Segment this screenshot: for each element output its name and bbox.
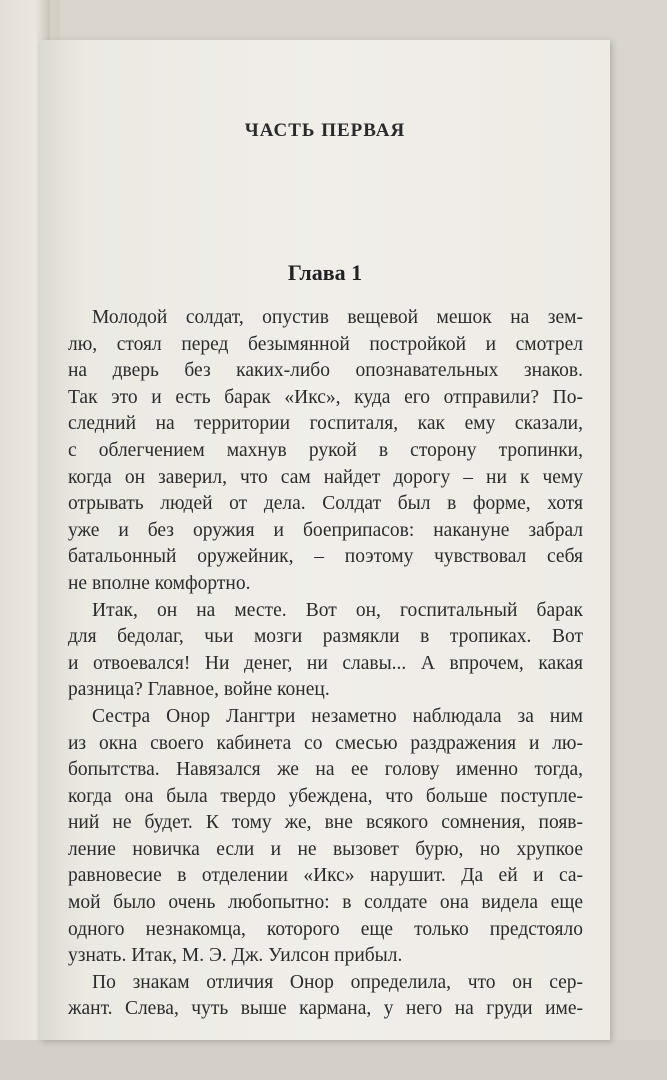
- text-line: когда он заверил, что сам найдет дорогу – ни к чему: [68, 466, 583, 488]
- text-line: на дверь без каких-либо опознавательных знаков.: [68, 360, 583, 382]
- text-line: отрывать людей от дела. Солдат был в форме, хотя: [68, 493, 583, 515]
- text-line: равновесие в отделении «Икс» нарушит. Да ей и са-: [68, 865, 583, 887]
- text-line: Итак, он на месте. Вот он, госпитальный барак: [92, 599, 583, 621]
- body-text: [68, 305, 583, 1023]
- text-line: Сестра Онор Лангтри незаметно наблюдала за ним: [92, 705, 583, 727]
- text-line: Молодой солдат, опустив вещевой мешок на зем-: [92, 307, 583, 328]
- background-bottom: [0, 1040, 667, 1080]
- text-line: и отвоевался! Ни денег, ни славы... А впрочем, какая: [68, 652, 583, 674]
- text-line: Так это и есть барак «Икс», куда его отправили? По-: [68, 386, 583, 408]
- text-line: когда она была твердо убеждена, что больше поступле-: [68, 785, 583, 807]
- text-line: По знакам отличия Онор определила, что он сер-: [92, 971, 583, 993]
- text-line: ление новичка если и не вызовет бурю, но хрупкое: [68, 838, 583, 860]
- text-line: батальонный оружейник, – поэтому чувствовал себя: [68, 546, 583, 568]
- text-line: из окна своего кабинета со смесью раздражения и лю-: [68, 732, 583, 754]
- text-line: одного незнакомца, которого еще только предстояло: [68, 918, 583, 940]
- book-page: [40, 40, 610, 1040]
- text-line: следний на территории госпиталя, как ему сказали,: [68, 413, 583, 435]
- text-line: жант. Слева, чуть выше кармана, у него на груди име-: [68, 998, 583, 1020]
- text-line: узнать. Итак, М. Э. Дж. Уилсон прибыл.: [68, 945, 403, 967]
- text-line: с облегчением махнув рукой в сторону тропинки,: [68, 439, 583, 461]
- part-title: ЧАСТЬ ПЕРВАЯ: [244, 120, 406, 141]
- text-line: не вполне комфортно.: [68, 572, 251, 594]
- text-line: бопытства. Навязался же на ее голову именно тогда,: [68, 759, 583, 781]
- chapter-title: Глава 1: [287, 260, 363, 285]
- text-line: разница? Главное, войне конец.: [68, 679, 330, 701]
- text-line: мой было очень любопытно: в солдате она видела еще: [68, 892, 583, 914]
- text-line: для бедолаг, чьи мозги размякли в тропиках. Вот: [68, 626, 583, 648]
- text-line: уже и без оружия и боеприпасов: накануне забрал: [68, 519, 583, 541]
- text-line: ний не будет. К тому же, вне всякого сомнения, появ-: [68, 812, 583, 834]
- text-line: лю, стоял перед безымянной постройкой и смотрел: [68, 333, 583, 355]
